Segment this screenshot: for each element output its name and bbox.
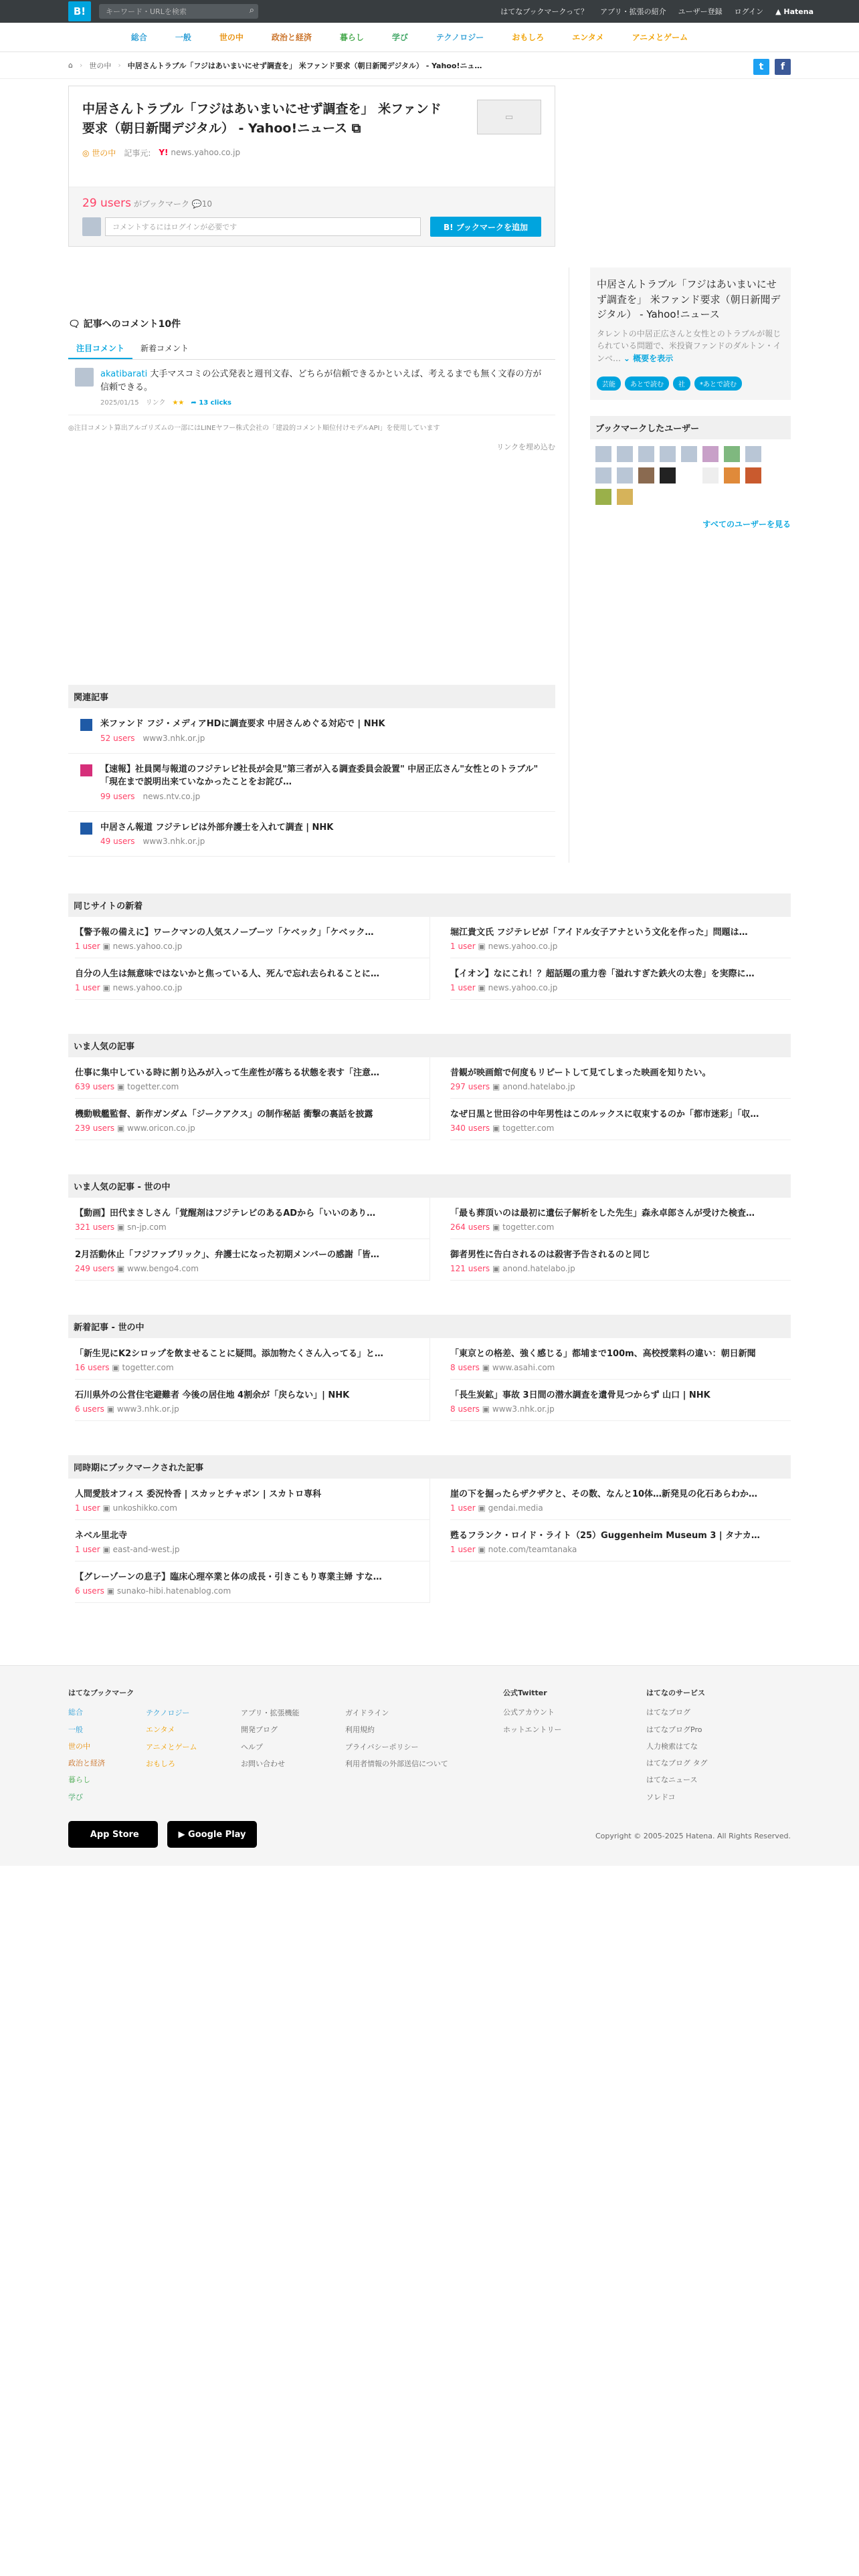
add-bookmark-button[interactable]: B! ブックマークを追加: [430, 217, 541, 237]
bookmark-user-avatar[interactable]: [617, 489, 633, 505]
related-heading: 関連記事: [68, 685, 555, 708]
bookmark-user-avatar[interactable]: [660, 467, 676, 484]
copyright: Copyright © 2005-2025 Hatena. All Rights Reserved.: [595, 1832, 791, 1840]
same-time-section: [68, 1455, 791, 1603]
item-title[interactable]: 堀江貴文氏 フジテレビが「アイドル女子アナという文化を作った」問題は…: [450, 928, 748, 938]
related-title[interactable]: 【速報】社員関与報道のフジテレビ社長が会見"第三者が入る調査委員会設置" 中居正広さん"女性とのトラブル" 「現在まで説明出来ていなかったことをお詫び…: [100, 764, 539, 787]
bookmark-user-avatar[interactable]: [702, 467, 719, 484]
home-icon[interactable]: ⌂: [68, 61, 73, 70]
item-title[interactable]: 仕事に集中している時に割り込みが入って生産性が落ちる状態を表す「注意…: [75, 1068, 380, 1078]
item-title[interactable]: 自分の人生は無意味ではないかと焦っている人、死んで忘れ去られることに…: [75, 969, 380, 979]
popular-section: [68, 1034, 791, 1140]
star-icon[interactable]: ★★: [172, 399, 185, 407]
share-buttons: [753, 59, 791, 75]
sidebar: [590, 267, 791, 530]
twitter-icon[interactable]: t: [753, 59, 769, 75]
site-domain[interactable]: news.yahoo.co.jp: [488, 983, 558, 992]
site-domain[interactable]: www.asahi.com: [492, 1363, 555, 1372]
user-avatar-grid: [590, 446, 771, 505]
item-title[interactable]: 「新生児にK2シロップを飲ませることに疑問。添加物たくさん入ってる」と…: [75, 1349, 383, 1359]
site-favicon-icon: ▣: [482, 1404, 490, 1414]
related-item[interactable]: [68, 812, 555, 857]
list-item[interactable]: [75, 1099, 430, 1140]
site-favicon-icon: ▣: [102, 1503, 110, 1513]
tag[interactable]: あとで読む: [625, 377, 669, 391]
footer-col-twitter: [503, 1685, 562, 1738]
tag[interactable]: *あとで読む: [694, 377, 742, 391]
footer-heading: はてなのサービス: [646, 1689, 705, 1697]
site-favicon-icon: ▣: [102, 983, 110, 992]
footer-link[interactable]: お問い合わせ: [241, 1759, 285, 1768]
category-link[interactable]: 学び: [391, 33, 408, 42]
breadcrumb-category[interactable]: 世の中: [89, 61, 112, 70]
users-count[interactable]: 6 users: [75, 1404, 104, 1414]
top-nav: [500, 6, 859, 17]
item-title[interactable]: 「長生炭鉱」事故 3日間の潜水調査を遺骨見つからず 山口 | NHK: [450, 1390, 710, 1400]
site-favicon-icon: ▣: [116, 1082, 125, 1091]
bookmark-user-avatar[interactable]: [724, 467, 740, 484]
bookmark-user-avatar[interactable]: [745, 467, 761, 484]
site-domain[interactable]: anond.hatelabo.jp: [502, 1264, 575, 1273]
footer-col-apps: [241, 1705, 300, 1772]
section-heading: いま人気の記事: [68, 1034, 791, 1057]
site-favicon-icon: [80, 764, 92, 776]
list-item[interactable]: [75, 1338, 430, 1380]
list-item[interactable]: [75, 1057, 430, 1099]
footer-link[interactable]: エンタメ: [146, 1725, 175, 1735]
site-favicon-icon: ▣: [106, 1404, 115, 1414]
site-favicon-icon: ▣: [102, 1545, 110, 1554]
footer-link[interactable]: 政治と経済: [68, 1759, 105, 1768]
list-item[interactable]: [75, 1198, 430, 1239]
site-domain[interactable]: news.yahoo.co.jp: [112, 942, 183, 951]
about-link[interactable]: はてなブックマークって？: [500, 7, 589, 16]
users-count[interactable]: 6 users: [75, 1586, 104, 1596]
footer-link[interactable]: 利用者情報の外部送信について: [345, 1759, 448, 1768]
footer-link[interactable]: 学び: [68, 1792, 83, 1802]
site-favicon-icon: ▣: [478, 983, 486, 992]
hatena-brand[interactable]: [775, 7, 814, 16]
site-favicon-icon: ▣: [492, 1123, 500, 1133]
footer-link[interactable]: アプリ・拡張機能: [241, 1709, 300, 1717]
bookmark-users: [590, 416, 791, 530]
section-heading: 新着記事 - 世の中: [68, 1315, 791, 1338]
comment-link[interactable]: リンク: [145, 399, 166, 407]
hatena-hat-icon: ▲: [775, 7, 781, 16]
footer-col-policy: [345, 1705, 448, 1772]
footer: [0, 1665, 859, 1866]
site-favicon-icon: ▣: [106, 1586, 115, 1596]
site-domain[interactable]: togetter.com: [127, 1082, 179, 1091]
category-link[interactable]: 暮らし: [339, 33, 364, 42]
bookmark-user-avatar[interactable]: [660, 446, 676, 462]
related-item[interactable]: [68, 708, 555, 754]
category-link[interactable]: 一般: [175, 33, 191, 42]
comment-date[interactable]: 2025/01/15: [100, 399, 139, 407]
category-link[interactable]: アニメとゲーム: [632, 33, 688, 42]
site-domain[interactable]: news.yahoo.co.jp: [112, 983, 183, 992]
item-title[interactable]: ネベル里北寺: [75, 1531, 128, 1541]
category-link[interactable]: 総合: [130, 33, 147, 42]
footer-link[interactable]: 利用規約: [345, 1725, 375, 1735]
users-count[interactable]: 1 user: [450, 1503, 476, 1513]
item-title[interactable]: 【警予報の備えに】ワークマンの人気スノーブーツ「ケベック」「ケベック…: [75, 928, 374, 938]
footer-link[interactable]: テクノロジー: [146, 1709, 190, 1717]
comments-section: [68, 317, 555, 452]
related-item[interactable]: [68, 754, 555, 812]
section-heading: 同時期にブックマークされた記事: [68, 1455, 791, 1479]
list-item[interactable]: [450, 1479, 791, 1520]
yahoo-icon: Y!: [159, 148, 169, 158]
list-item[interactable]: [450, 1057, 791, 1099]
item-title[interactable]: 崖の下を掘ったらザクザクと、その数、なんと10体…新発見の化石あらわか…: [450, 1489, 758, 1499]
hatena-brand-label: Hatena: [783, 7, 814, 16]
users-count[interactable]: 1 user: [75, 1503, 100, 1513]
list-item[interactable]: [450, 917, 791, 958]
comment-icon: 💬: [191, 199, 202, 209]
related-title[interactable]: 中居さん報道 フジテレビは外部弁護士を入れて調査 | NHK: [100, 822, 334, 833]
commenter-name[interactable]: akatibarati: [100, 369, 148, 379]
category-link[interactable]: 世の中: [219, 33, 244, 42]
google-play-badge[interactable]: ▶ Google Play: [167, 1821, 257, 1848]
users-count[interactable]: 1 user: [450, 1545, 476, 1554]
item-title[interactable]: 【イオン】なにこれ！？超話題の重力巻「溢れすぎた鉄火の太巻」を実際に…: [450, 969, 755, 979]
site-favicon-icon: ▣: [478, 1545, 486, 1554]
list-item[interactable]: [450, 958, 791, 1000]
users-count[interactable]: 1 user: [450, 983, 476, 992]
footer-link[interactable]: ホットエントリー: [503, 1725, 562, 1734]
source-link[interactable]: Y! news.yahoo.co.jp: [159, 148, 241, 158]
site-domain[interactable]: east-and-west.jp: [112, 1545, 180, 1554]
site-domain[interactable]: www.bengo4.com: [127, 1264, 199, 1273]
site-domain[interactable]: sunako-hibi.hatenablog.com: [116, 1586, 231, 1596]
list-item[interactable]: [75, 917, 430, 958]
bookmark-user-avatar[interactable]: [681, 446, 697, 462]
list-item[interactable]: [450, 1520, 791, 1562]
footer-link[interactable]: 暮らし: [68, 1776, 90, 1785]
item-title[interactable]: なぜ日黒と世田谷の中年男性はこのルックスに収束するのか「都市迷彩」「収…: [450, 1109, 759, 1119]
site-domain[interactable]: note.com/teamtanaka: [488, 1545, 577, 1554]
list-item[interactable]: [450, 1338, 791, 1380]
breadcrumb-current: 中居さんトラブル「フジはあいまいにせず調査を」 米ファンド要求（朝日新聞デジタル） - Yahoo!ニュ…: [127, 61, 482, 70]
item-title[interactable]: 石川県外の公営住宅避難者 今後の居住地 4割余が「戻らない」| NHK: [75, 1390, 350, 1400]
item-title[interactable]: 【グレーゾーンの息子】臨床心理卒業と体の成長・引きこもり専業主婦 すな…: [75, 1572, 382, 1582]
users-count[interactable]: 1 user: [75, 1545, 100, 1554]
users-count[interactable]: 16 users: [75, 1363, 110, 1372]
users-count[interactable]: 264 users: [450, 1222, 490, 1232]
site-favicon-icon: ▣: [492, 1082, 500, 1091]
site-favicon-icon: ▣: [482, 1363, 490, 1372]
site-favicon-icon: ▣: [492, 1264, 500, 1273]
summary-title: 中居さんトラブル「フジはあいまいにせず調査を」 米ファンド要求（朝日新聞デジタル） - Yahoo!ニュース: [597, 278, 781, 320]
site-domain[interactable]: sn-jp.com: [127, 1222, 167, 1232]
list-item[interactable]: [450, 1239, 791, 1281]
site-domain[interactable]: togetter.com: [502, 1123, 555, 1133]
footer-link[interactable]: 一般: [68, 1725, 83, 1734]
users-count[interactable]: 52 users: [100, 733, 135, 743]
list-item[interactable]: [75, 958, 430, 1000]
show-summary-link[interactable]: ⌄ 概要を表示: [623, 353, 674, 363]
site-domain[interactable]: news.ntv.co.jp: [142, 791, 201, 801]
related-articles: [68, 685, 555, 857]
same-site-section: [68, 893, 791, 1000]
search-icon[interactable]: ⌕: [249, 5, 254, 15]
bookmark-user-avatar[interactable]: [595, 489, 611, 505]
users-count[interactable]: 297 users: [450, 1082, 490, 1091]
list-item[interactable]: [450, 1380, 791, 1421]
site-domain[interactable]: togetter.com: [502, 1222, 555, 1232]
list-item[interactable]: [75, 1479, 430, 1520]
footer-link[interactable]: はてなブログ: [646, 1708, 690, 1717]
site-domain[interactable]: www3.nhk.or.jp: [116, 1404, 179, 1414]
summary-desc: タレントの中居正広さんと女性とのトラブルが報じられている問題で、米投資ファンドのダルトン・インベ… ⌄ 概要を表示: [597, 328, 781, 363]
footer-col-bookmark: [68, 1685, 134, 1806]
top-bar: [0, 0, 859, 23]
tab-new-comments[interactable]: 新着コメント: [140, 344, 189, 353]
users-count[interactable]: 1 user: [75, 942, 100, 951]
section-heading: 同じサイトの新着: [68, 893, 791, 917]
site-domain[interactable]: news.yahoo.co.jp: [488, 942, 558, 951]
clicks-count[interactable]: ➦ 13 clicks: [191, 399, 231, 407]
bookmark-user-avatar[interactable]: [724, 446, 740, 462]
comment-text: 大手マスコミの公式発表と週刊文春、どちらが信頼できるかといえば、考えるまでも無く文春の方が信頼できる。: [100, 369, 542, 393]
site-favicon-icon: ▣: [478, 942, 486, 951]
image-placeholder-icon: ▭: [504, 112, 514, 122]
list-item[interactable]: [75, 1239, 430, 1281]
footer-col-categories: [146, 1705, 197, 1772]
signup-link[interactable]: ユーザー登録: [678, 7, 723, 16]
app-store-badge[interactable]: App Store: [68, 1821, 158, 1848]
entry-thumbnail[interactable]: [477, 100, 541, 134]
site-favicon-icon: ▣: [492, 1222, 500, 1232]
site-favicon-icon: ▣: [478, 1503, 486, 1513]
entry-summary-card: [590, 267, 791, 400]
users-count[interactable]: 639 users: [75, 1082, 115, 1091]
bookmark-user-avatar[interactable]: [617, 446, 633, 462]
item-title[interactable]: 機動戦艦監督、新作ガンダム「ジークアクス」の制作秘話 衝撃の裏話を披露: [75, 1109, 373, 1119]
site-domain[interactable]: unkoshikko.com: [112, 1503, 177, 1513]
footer-link[interactable]: アニメとゲーム: [146, 1742, 197, 1751]
footer-link[interactable]: はてなブログPro: [646, 1725, 702, 1734]
tag[interactable]: 社: [673, 377, 690, 391]
category-link[interactable]: おもしろ: [512, 33, 545, 42]
site-favicon-icon: ▣: [116, 1123, 125, 1133]
tag[interactable]: 芸能: [597, 377, 621, 391]
facebook-icon[interactable]: f: [775, 59, 791, 75]
category-nav: [0, 23, 859, 52]
item-title[interactable]: 昔観が映画館で何度もリピートして見てしまった映画を知りたい。: [450, 1068, 711, 1078]
bookmark-user-avatar[interactable]: [638, 467, 654, 484]
list-item[interactable]: [450, 1099, 791, 1140]
apps-link[interactable]: アプリ・拡張の紹介: [600, 7, 666, 16]
site-favicon-icon: ▣: [116, 1222, 125, 1232]
related-title[interactable]: 米ファンド フジ・メディアHDに調査要求 中居さんめぐる対応で | NHK: [100, 719, 385, 729]
site-favicon-icon: [80, 823, 92, 835]
embed-link[interactable]: リンクを埋め込む: [496, 443, 555, 451]
footer-link[interactable]: ソレドコ: [646, 1792, 676, 1802]
tab-popular-comments[interactable]: 注目コメント: [68, 338, 132, 359]
list-item[interactable]: [450, 1198, 791, 1239]
users-count[interactable]: 49 users: [100, 837, 135, 846]
site-domain[interactable]: www3.nhk.or.jp: [142, 837, 205, 846]
users-count[interactable]: 239 users: [75, 1123, 115, 1133]
category-link[interactable]: 政治と経済: [271, 33, 312, 42]
item-title[interactable]: 2月活動休止「フジファブリック」、弁護士になった初期メンバーの感謝「皆…: [75, 1250, 379, 1260]
footer-heading: 公式Twitter: [503, 1689, 547, 1697]
source-label: 記事元:: [124, 148, 151, 158]
bookmark-user-avatar[interactable]: [681, 467, 697, 484]
users-count[interactable]: 8 users: [450, 1404, 480, 1414]
chevron-right-icon: ›: [79, 61, 83, 70]
users-count[interactable]: 249 users: [75, 1264, 115, 1273]
users-count[interactable]: 121 users: [450, 1264, 490, 1273]
chevron-right-icon: ›: [118, 61, 121, 70]
comment-input[interactable]: コメントするにはログインが必要です: [105, 217, 421, 236]
commenter-avatar[interactable]: [75, 368, 94, 387]
comments-heading: 🗨 記事へのコメント10件: [68, 319, 181, 330]
site-domain[interactable]: www3.nhk.or.jp: [492, 1404, 555, 1414]
footer-heading: はてなブックマーク: [68, 1689, 134, 1697]
category-link[interactable]: テクノロジー: [436, 33, 484, 42]
footer-link[interactable]: プライバシーポリシー: [345, 1742, 419, 1751]
footer-link[interactable]: 開発ブログ: [241, 1725, 278, 1735]
section-heading: いま人気の記事 - 世の中: [68, 1174, 791, 1198]
bookmark-user-avatar[interactable]: [595, 467, 611, 484]
item-title[interactable]: 人間愛肢オフィス 委況怜香 | スカッとチャボン | スカトロ専科: [75, 1489, 322, 1499]
speech-bubble-icon: 🗨: [68, 319, 80, 330]
users-count[interactable]: 99 users: [100, 791, 135, 801]
list-item[interactable]: [75, 1520, 430, 1562]
algorithm-note: ◎注目コメント算出アルゴリズムの一部にはLINEヤフー株式会社の「建設的コメント順位付けモデルAPI」を使用しています: [68, 425, 440, 432]
popular-society-section: [68, 1174, 791, 1281]
site-domain[interactable]: anond.hatelabo.jp: [502, 1082, 575, 1091]
users-count[interactable]: 1 user: [75, 983, 100, 992]
footer-link[interactable]: はてなニュース: [646, 1776, 698, 1785]
bookmark-user-avatar[interactable]: [702, 446, 719, 462]
site-domain[interactable]: www3.nhk.or.jp: [142, 733, 205, 743]
site-domain[interactable]: www.oricon.co.jp: [127, 1123, 195, 1133]
list-item[interactable]: [75, 1380, 430, 1421]
footer-link[interactable]: はてなブログ タグ: [646, 1759, 708, 1768]
comment-item: [68, 360, 555, 415]
entry-card: [68, 86, 555, 247]
item-title[interactable]: 甦るフランク・ロイド・ライト（25）Guggenheim Museum 3 | タナカ…: [450, 1531, 760, 1541]
site-favicon-icon: ▣: [102, 942, 110, 951]
bookmark-users-heading: ブックマークしたユーザー: [590, 416, 791, 439]
users-count[interactable]: 8 users: [450, 1363, 480, 1372]
footer-link[interactable]: ヘルプ: [241, 1742, 263, 1751]
search-input[interactable]: [99, 4, 258, 19]
bookmark-user-avatar[interactable]: [617, 467, 633, 484]
footer-col-services: [646, 1685, 708, 1806]
tag-list: [597, 377, 784, 391]
users-count[interactable]: 340 users: [450, 1123, 490, 1133]
bookmark-count[interactable]: 29 users がブックマーク 💬10: [82, 197, 213, 210]
users-count[interactable]: 1 user: [450, 942, 476, 951]
footer-link[interactable]: ガイドライン: [345, 1709, 389, 1717]
item-title[interactable]: 「最も葬頂いのは最初に遺伝子解析をした先生」森永卓郎さんが受けた検査…: [450, 1208, 755, 1218]
item-title[interactable]: 「東京との格差、強く感じる」都埔まで100m、高校授業料の違い：朝日新聞: [450, 1349, 756, 1359]
footer-link[interactable]: 人力検索はてな: [646, 1741, 698, 1751]
footer-link[interactable]: 世の中: [68, 1741, 90, 1751]
new-society-section: [68, 1315, 791, 1421]
play-icon: ▶: [178, 1829, 185, 1840]
site-favicon-icon: [80, 719, 92, 731]
item-title[interactable]: 御者男性に告白されるのは殺害予告されるのと同じ: [450, 1250, 651, 1260]
all-users-link[interactable]: すべてのユーザーを見る: [702, 520, 791, 530]
main-column: [68, 86, 555, 846]
entry-category[interactable]: ◎ 世の中: [82, 148, 116, 158]
search-placeholder: キーワード・URLを検索: [106, 7, 187, 16]
site-domain[interactable]: gendai.media: [488, 1503, 543, 1513]
category-link[interactable]: エンタメ: [572, 33, 604, 42]
site-favicon-icon: ▣: [112, 1363, 120, 1372]
hatena-bookmark-logo[interactable]: B!: [68, 1, 91, 21]
entry-title[interactable]: 中居さんトラブル「フジはあいまいにせず調査を」 米ファンド要求（朝日新聞デジタル） - Yahoo!ニュース ⧉: [82, 102, 442, 136]
user-avatar: [82, 217, 101, 236]
bookmark-user-avatar[interactable]: [595, 446, 611, 462]
bookmark-user-avatar[interactable]: [745, 446, 761, 462]
external-link-icon[interactable]: ⧉: [351, 121, 361, 136]
footer-link[interactable]: 総合: [68, 1708, 83, 1717]
site-domain[interactable]: togetter.com: [122, 1363, 174, 1372]
footer-link[interactable]: おもしろ: [146, 1759, 175, 1768]
footer-link[interactable]: 公式アカウント: [503, 1708, 555, 1717]
bookmark-user-avatar[interactable]: [638, 446, 654, 462]
item-title[interactable]: 【動画】田代まさしさん「覚醒剤はフジテレビのあるADから「いいのあり…: [75, 1208, 376, 1218]
users-count[interactable]: 321 users: [75, 1222, 115, 1232]
site-favicon-icon: ▣: [116, 1264, 125, 1273]
list-item[interactable]: [75, 1562, 430, 1603]
login-link[interactable]: ログイン: [734, 7, 764, 16]
breadcrumb: [0, 52, 859, 79]
